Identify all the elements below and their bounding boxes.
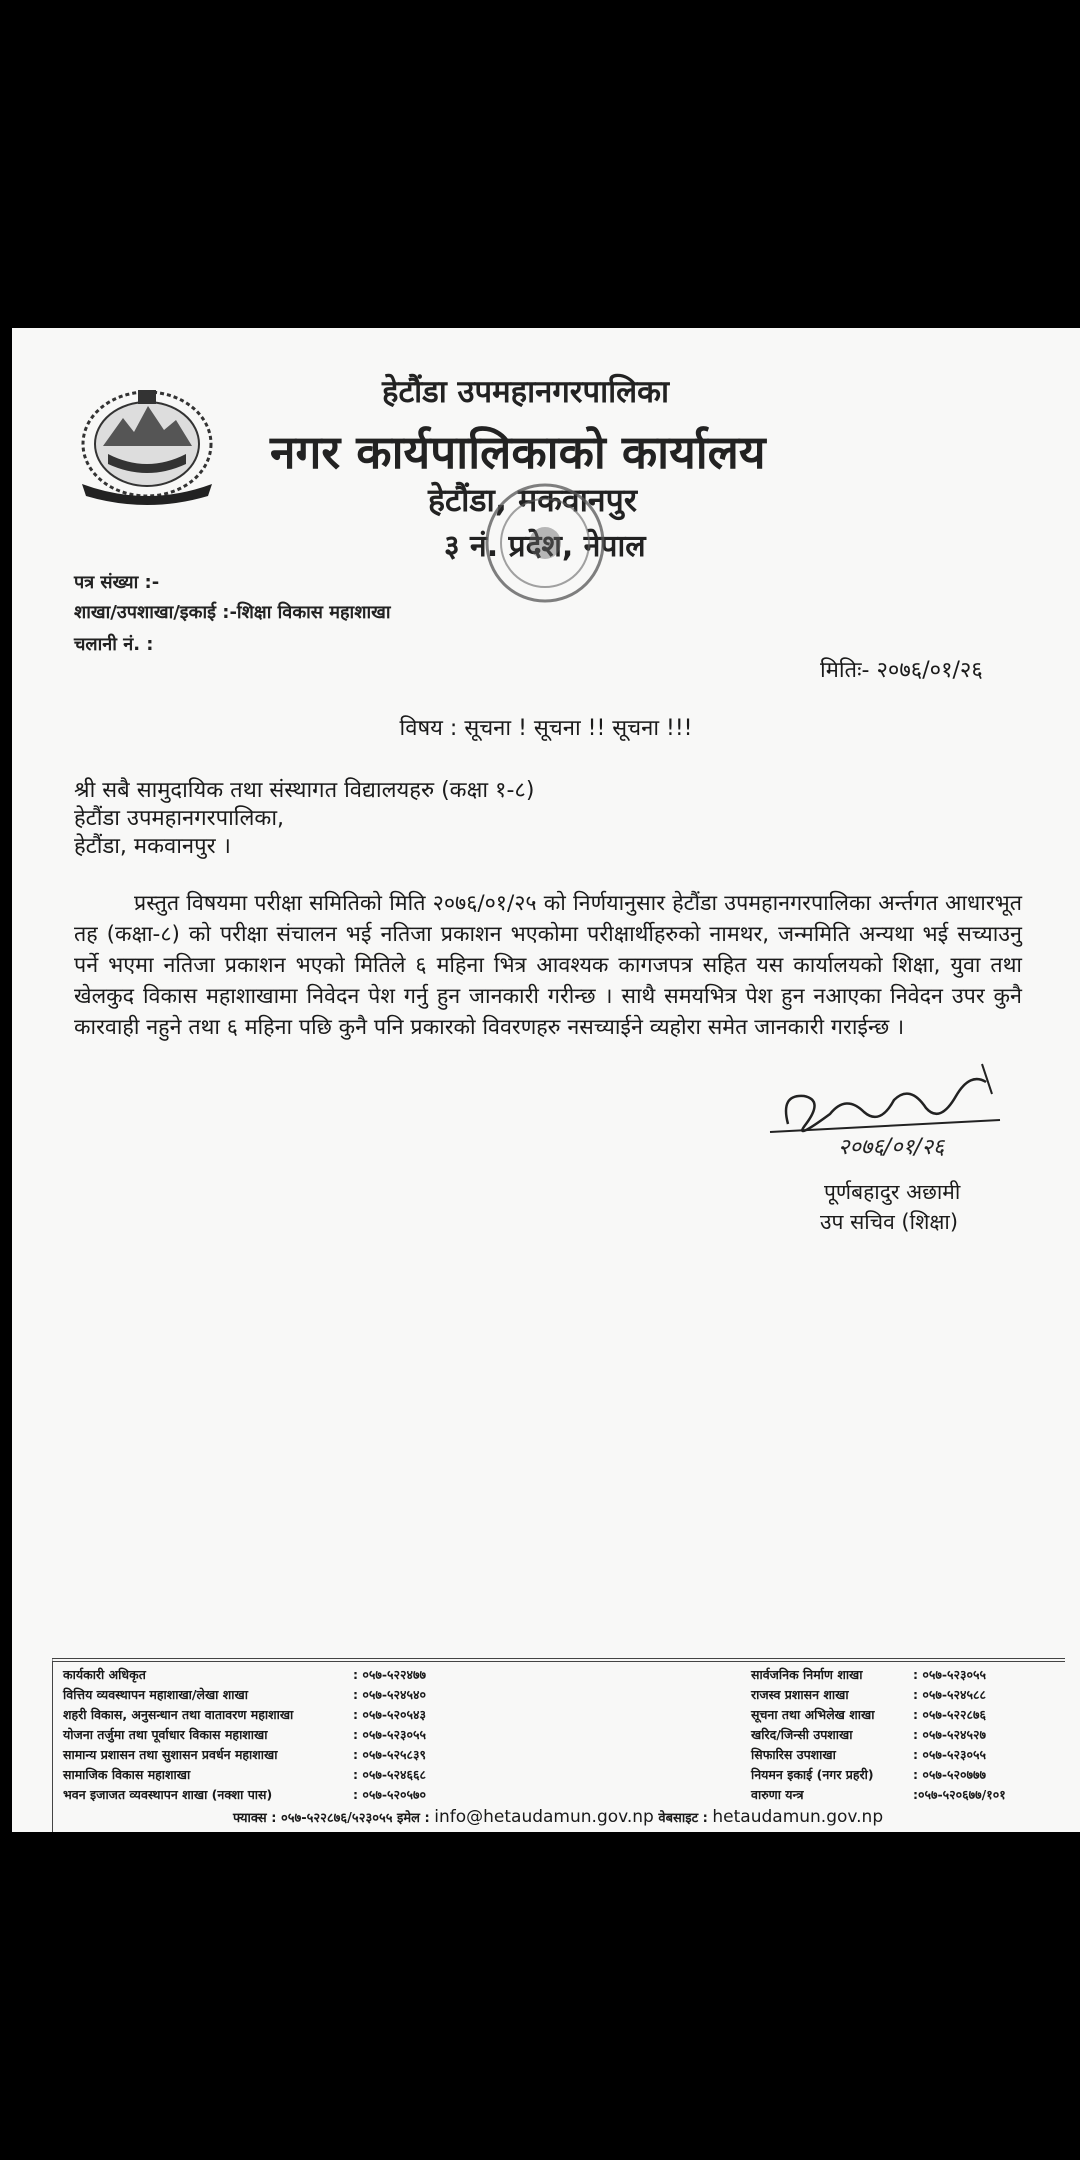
footer-phone: : ०५७-५२३०५५	[353, 1727, 427, 1742]
footer-row	[53, 1706, 1065, 1726]
footer-dept: सार्वजनिक निर्माण शाखा	[751, 1667, 863, 1682]
footer-phone: :०५७-५२०६७७/१०१	[913, 1787, 1006, 1802]
footer-phone: : ०५७-५२२४७७	[353, 1667, 427, 1682]
notice-body: प्रस्तुत विषयमा परीक्षा समितिको मिति २०७६/०१/२५ को निर्णयानुसार हेटौंडा उपमहानगरपालिका अर्न्तगत आधारभूत तह (कक्षा-८) को परीक्षा संचालन भई नतिजा प्रकाशन भएकोमा परीक्षार्थीहरुको नामथर, जन्ममिति अन्यथा भई सच्याउनु पर्ने भएमा नतिजा प्रकाशन भएको मितिले ६ महिना भित्र आवश्यक कागजपत्र सहित यस कार्यालयको शिक्षा, युवा तथा खेलकुद विकास महाशाखामा निवेदन पेश गर्नु हुन जानकारी गरीन्छ । साथै समयभित्र पेश हुन नआएका निवेदन उपर कुनै कारवाही नहुने तथा ६ महिना पछि कुनै पनि प्रकारको विवरणहरु नसच्याईने व्यहोरा समेत जानकारी गराईन्छ ।	[74, 891, 1022, 1040]
letter-page	[12, 328, 1080, 1832]
office-location: हेटौंडा, मकवानपुर	[428, 481, 637, 519]
footer-phone: : ०५७-५२०७७७	[913, 1767, 987, 1782]
footer-row	[53, 1686, 1065, 1706]
addressee-line-1: श्री सबै सामुदायिक तथा संस्थागत विद्यालयहरु (कक्षा १-८)	[74, 778, 535, 803]
website-label: वेबसाइट :	[658, 1811, 708, 1826]
footer-row	[53, 1786, 1065, 1806]
footer-contacts	[52, 1658, 1065, 1832]
letter-number-label: पत्र संख्या :-	[74, 572, 160, 593]
signature-handwritten-date: २०७६/०१/२६	[838, 1135, 945, 1160]
footer-dept: खरिद/जिन्सी उपशाखा	[751, 1727, 853, 1742]
footer-phone: : ०५७-५२२८७६	[913, 1707, 987, 1722]
fax-label: फ्याक्स : ०५७-५२२८७६/५२३०५५ इमेल :	[233, 1811, 430, 1826]
footer-dept: वित्तिय व्यवस्थापन महाशाखा/लेखा शाखा	[63, 1687, 248, 1702]
footer-dept: राजस्व प्रशासन शाखा	[751, 1687, 849, 1702]
signatory-title: उप सचिव (शिक्षा)	[820, 1210, 959, 1234]
footer-dept: नियमन इकाई (नगर प्रहरी)	[751, 1767, 874, 1782]
signature-icon	[760, 1054, 1040, 1164]
footer-dept: सामान्य प्रशासन तथा सुशासन प्रवर्धन महाशाखा	[63, 1747, 278, 1762]
footer-row	[53, 1726, 1065, 1746]
branch-label: शाखा/उपशाखा/इकाई :-शिक्षा विकास महाशाखा	[74, 602, 391, 623]
website-link[interactable]: hetaudamun.gov.np	[712, 1807, 884, 1827]
footer-row	[53, 1666, 1065, 1686]
footer-dept: सिफारिस उपशाखा	[751, 1747, 836, 1762]
addressee-line-3: हेटौंडा, मकवानपुर ।	[74, 834, 231, 859]
footer-phone: : ०५७-५२०५७०	[353, 1787, 427, 1802]
footer-row	[53, 1746, 1065, 1766]
addressee-line-2: हेटौंडा उपमहानगरपालिका,	[74, 806, 285, 831]
dispatch-number-label: चलानी नं. :	[74, 634, 154, 655]
footer-contact-line	[233, 1807, 883, 1827]
footer-dept: सूचना तथा अभिलेख शाखा	[751, 1707, 875, 1722]
footer-phone: : ०५७-५२४५८८	[913, 1687, 987, 1702]
signatory-name: पूर्णबहादुर अछामी	[824, 1180, 961, 1204]
footer-phone: : ०५७-५२३०५५	[913, 1747, 987, 1762]
footer-phone: : ०५७-५२४५४०	[353, 1687, 427, 1702]
footer-phone: : ०५७-५२४५२७	[913, 1727, 987, 1742]
footer-dept: वारुणा यन्त्र	[751, 1787, 804, 1802]
email-link[interactable]: info@hetaudamun.gov.np	[434, 1807, 654, 1827]
subject-line: विषय : सूचना ! सूचना !! सूचना !!!	[399, 716, 693, 741]
footer-phone: : ०५७-५२५८३९	[353, 1747, 427, 1762]
footer-dept: सामाजिक विकास महाशाखा	[63, 1767, 191, 1782]
footer-dept: भवन इजाजत व्यवस्थापन शाखा (नक्शा पास)	[63, 1787, 273, 1802]
nepal-emblem-icon	[68, 384, 226, 506]
footer-dept: योजना तर्जुमा तथा पूर्वाधार विकास महाशाखा	[63, 1727, 268, 1742]
office-title: नगर कार्यपालिकाको कार्यालय	[270, 425, 766, 479]
footer-phone: : ०५७-५२४६६८	[353, 1767, 427, 1782]
footer-dept: शहरी विकास, अनुसन्धान तथा वातावरण महाशाखा	[63, 1707, 294, 1722]
office-stamp-icon	[480, 478, 610, 608]
footer-phone: : ०५७-५२०५४३	[353, 1707, 427, 1722]
footer-dept: कार्यकारी अधिकृत	[63, 1667, 146, 1682]
footer-phone: : ०५७-५२३०५५	[913, 1667, 987, 1682]
municipality-name: हेटौंडा उपमहानगरपालिका	[382, 374, 670, 410]
letter-date: मितिः- २०७६/०१/२६	[820, 658, 983, 683]
footer-row	[53, 1766, 1065, 1786]
office-province: ३ नं. प्रदेश, नेपाल	[444, 529, 646, 564]
